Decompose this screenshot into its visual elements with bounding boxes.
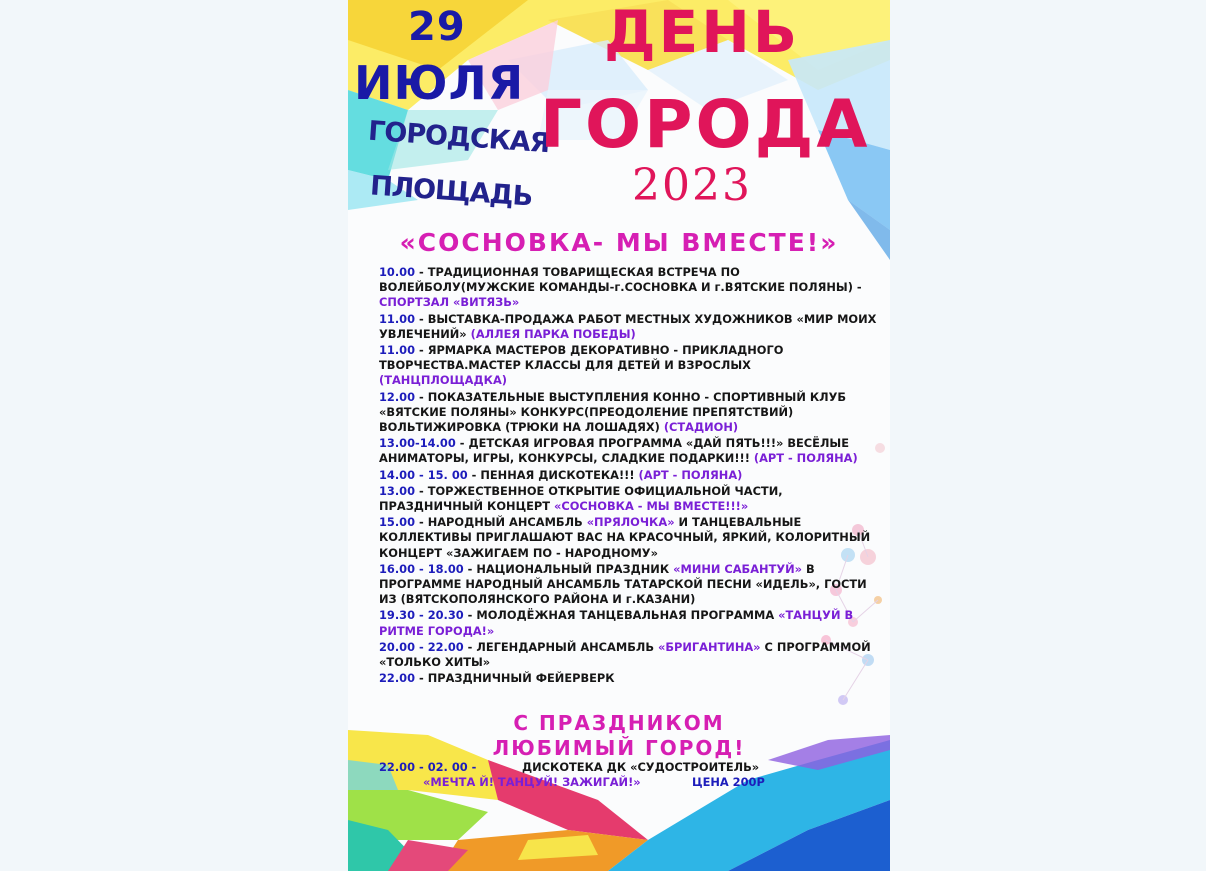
schedule bbox=[379, 265, 879, 687]
schedule-item bbox=[379, 468, 879, 483]
date-day: 29 bbox=[408, 4, 466, 50]
schedule-time: 13.00-14.00 bbox=[379, 436, 456, 451]
schedule-item bbox=[379, 390, 879, 436]
schedule-place: «ТАНЦУЙ В РИТМЕ ГОРОДА!» bbox=[379, 608, 854, 638]
schedule-item bbox=[379, 562, 879, 608]
schedule-text-after: С ПРОГРАММОЙ «ТОЛЬКО ХИТЫ» bbox=[379, 639, 871, 670]
disco-info bbox=[379, 760, 879, 790]
schedule-item bbox=[379, 343, 879, 389]
schedule-text: - ЛЕГЕНДАРНЫЙ АНСАМБЛЬ bbox=[463, 639, 658, 654]
disco-price: ЦЕНА 200Р bbox=[692, 775, 765, 789]
schedule-place: СПОРТЗАЛ «ВИТЯЗЬ» bbox=[379, 295, 520, 310]
schedule-place: (АРТ - ПОЛЯНА) bbox=[753, 451, 858, 466]
schedule-text: - ВЫСТАВКА-ПРОДАЖА РАБОТ МЕСТНЫХ ХУДОЖНИКОВ «МИР МОИХ УВЛЕЧЕНИЙ» bbox=[379, 311, 877, 341]
title-line-2: ГОРОДА bbox=[540, 86, 871, 163]
schedule-place: (СТАДИОН) bbox=[663, 420, 739, 435]
disco-title: ДИСКОТЕКА ДК «СУДОСТРОИТЕЛЬ» bbox=[522, 760, 760, 774]
schedule-text: - НАРОДНЫЙ АНСАМБЛЬ bbox=[415, 515, 587, 530]
schedule-item bbox=[379, 671, 879, 686]
schedule-place: (АЛЛЕЯ ПАРКА ПОБЕДЫ) bbox=[470, 326, 636, 341]
schedule-time: 15.00 bbox=[379, 515, 416, 530]
schedule-text: - ПЕННАЯ ДИСКОТЕКА!!! bbox=[467, 467, 639, 482]
venue-line-2: ПЛОЩАДЬ bbox=[369, 170, 534, 213]
schedule-place: «МИНИ САБАНТУЙ» bbox=[673, 561, 803, 576]
slogan: «СОСНОВКА- МЫ ВМЕСТЕ!» bbox=[399, 228, 839, 257]
title-line-1: ДЕНЬ bbox=[604, 0, 801, 66]
date-month: ИЮЛЯ bbox=[354, 56, 525, 110]
schedule-item bbox=[379, 265, 879, 311]
schedule-time: 12.00 bbox=[379, 389, 416, 404]
greeting-line-1: С ПРАЗДНИКОМ bbox=[513, 711, 725, 735]
schedule-item bbox=[379, 436, 879, 466]
schedule-text: - ТОРЖЕСТВЕННОЕ ОТКРЫТИЕ ОФИЦИАЛЬНОЙ ЧАСТИ, ПРАЗДНИЧНЫЙ КОНЦЕРТ bbox=[379, 483, 783, 514]
schedule-place: «БРИГАНТИНА» bbox=[657, 639, 761, 654]
year: 2023 bbox=[632, 160, 752, 211]
schedule-place: «СОСНОВКА - МЫ ВМЕСТЕ!!!» bbox=[554, 499, 749, 514]
schedule-text: - ДЕТСКАЯ ИГРОВАЯ ПРОГРАММА «ДАЙ ПЯТЬ!!!» ВЕСЁЛЫЕ АНИМАТОРЫ, ИГРЫ, КОНКУРСЫ, СЛАДКИЕ ПОДАРКИ!!! bbox=[379, 436, 849, 466]
schedule-text: - НАЦИОНАЛЬНЫЙ ПРАЗДНИК bbox=[463, 561, 674, 576]
schedule-text: - ПРАЗДНИЧНЫЙ ФЕЙЕРВЕРК bbox=[415, 671, 615, 686]
greeting-line-2: ЛЮБИМЫЙ ГОРОД! bbox=[492, 736, 746, 760]
schedule-item bbox=[379, 640, 879, 670]
schedule-text: - МОЛОДЁЖНАЯ ТАНЦЕВАЛЬНАЯ ПРОГРАММА bbox=[463, 608, 779, 623]
schedule-item bbox=[379, 484, 879, 514]
schedule-place: (ТАНЦПЛОЩАДКА) bbox=[379, 373, 507, 388]
page-margin-left bbox=[0, 0, 348, 871]
schedule-time: 13.00 bbox=[379, 483, 416, 498]
schedule-place: «ПРЯЛОЧКА» bbox=[586, 515, 675, 530]
venue-line-1: ГОРОДСКАЯ bbox=[367, 115, 551, 160]
schedule-time: 20.00 - 22.00 bbox=[379, 639, 464, 654]
schedule-time: 11.00 bbox=[379, 311, 416, 326]
schedule-text: - ТРАДИЦИОННАЯ ТОВАРИЩЕСКАЯ ВСТРЕЧА ПО ВОЛЕЙБОЛУ(МУЖСКИЕ КОМАНДЫ-г.СОСНОВКА И г.ВЯТСКИЕ ПОЛЯНЫ) - bbox=[379, 265, 862, 295]
schedule-time: 11.00 bbox=[379, 343, 416, 358]
schedule-item bbox=[379, 608, 879, 638]
disco-time: 22.00 - 02. 00 - bbox=[379, 760, 477, 774]
page-margin-right bbox=[890, 0, 1206, 871]
schedule-time: 19.30 - 20.30 bbox=[379, 608, 464, 623]
schedule-text-after: И ТАНЦЕВАЛЬНЫЕ КОЛЛЕКТИВЫ ПРИГЛАШАЮТ ВАС НА КРАСОЧНЫЙ, ЯРКИЙ, КОЛОРИТНЫЙ КОНЦЕРТ «ЗАЖИГАЕМ ПО - НАРОДНОМУ» bbox=[379, 515, 871, 560]
schedule-time: 22.00 bbox=[379, 671, 416, 686]
schedule-item bbox=[379, 312, 879, 342]
disco-slogan: «МЕЧТА Й! ТАНЦУЙ! ЗАЖИГАЙ!» bbox=[423, 775, 641, 789]
schedule-item bbox=[379, 515, 879, 561]
schedule-place: (АРТ - ПОЛЯНА) bbox=[638, 467, 743, 482]
schedule-time: 16.00 - 18.00 bbox=[379, 561, 464, 576]
schedule-text-after: В ПРОГРАММЕ НАРОДНЫЙ АНСАМБЛЬ ТАТАРСКОЙ ПЕСНИ «ИДЕЛЬ», ГОСТИ ИЗ (ВЯТСКОПОЛЯНСКОГО РАЙОНА И г.КАЗАНИ) bbox=[379, 561, 867, 607]
schedule-time: 14.00 - 15. 00 bbox=[379, 467, 468, 482]
city-day-poster bbox=[348, 0, 890, 871]
schedule-time: 10.00 bbox=[379, 265, 416, 279]
schedule-text: - ЯРМАРКА МАСТЕРОВ ДЕКОРАТИВНО - ПРИКЛАДНОГО ТВОРЧЕСТВА.МАСТЕР КЛАССЫ ДЛЯ ДЕТЕЙ И ВЗРОСЛЫХ bbox=[379, 343, 784, 373]
schedule-text: - ПОКАЗАТЕЛЬНЫЕ ВЫСТУПЛЕНИЯ КОННО - СПОРТИВНЫЙ КЛУБ «ВЯТСКИЕ ПОЛЯНЫ» КОНКУРС(ПРЕОДОЛЕНИЕ ПРЕПЯТСТВИЙ) ВОЛЬТИЖИРОВКА (ТРЮКИ НА ЛОШАДЯХ) bbox=[379, 389, 847, 435]
